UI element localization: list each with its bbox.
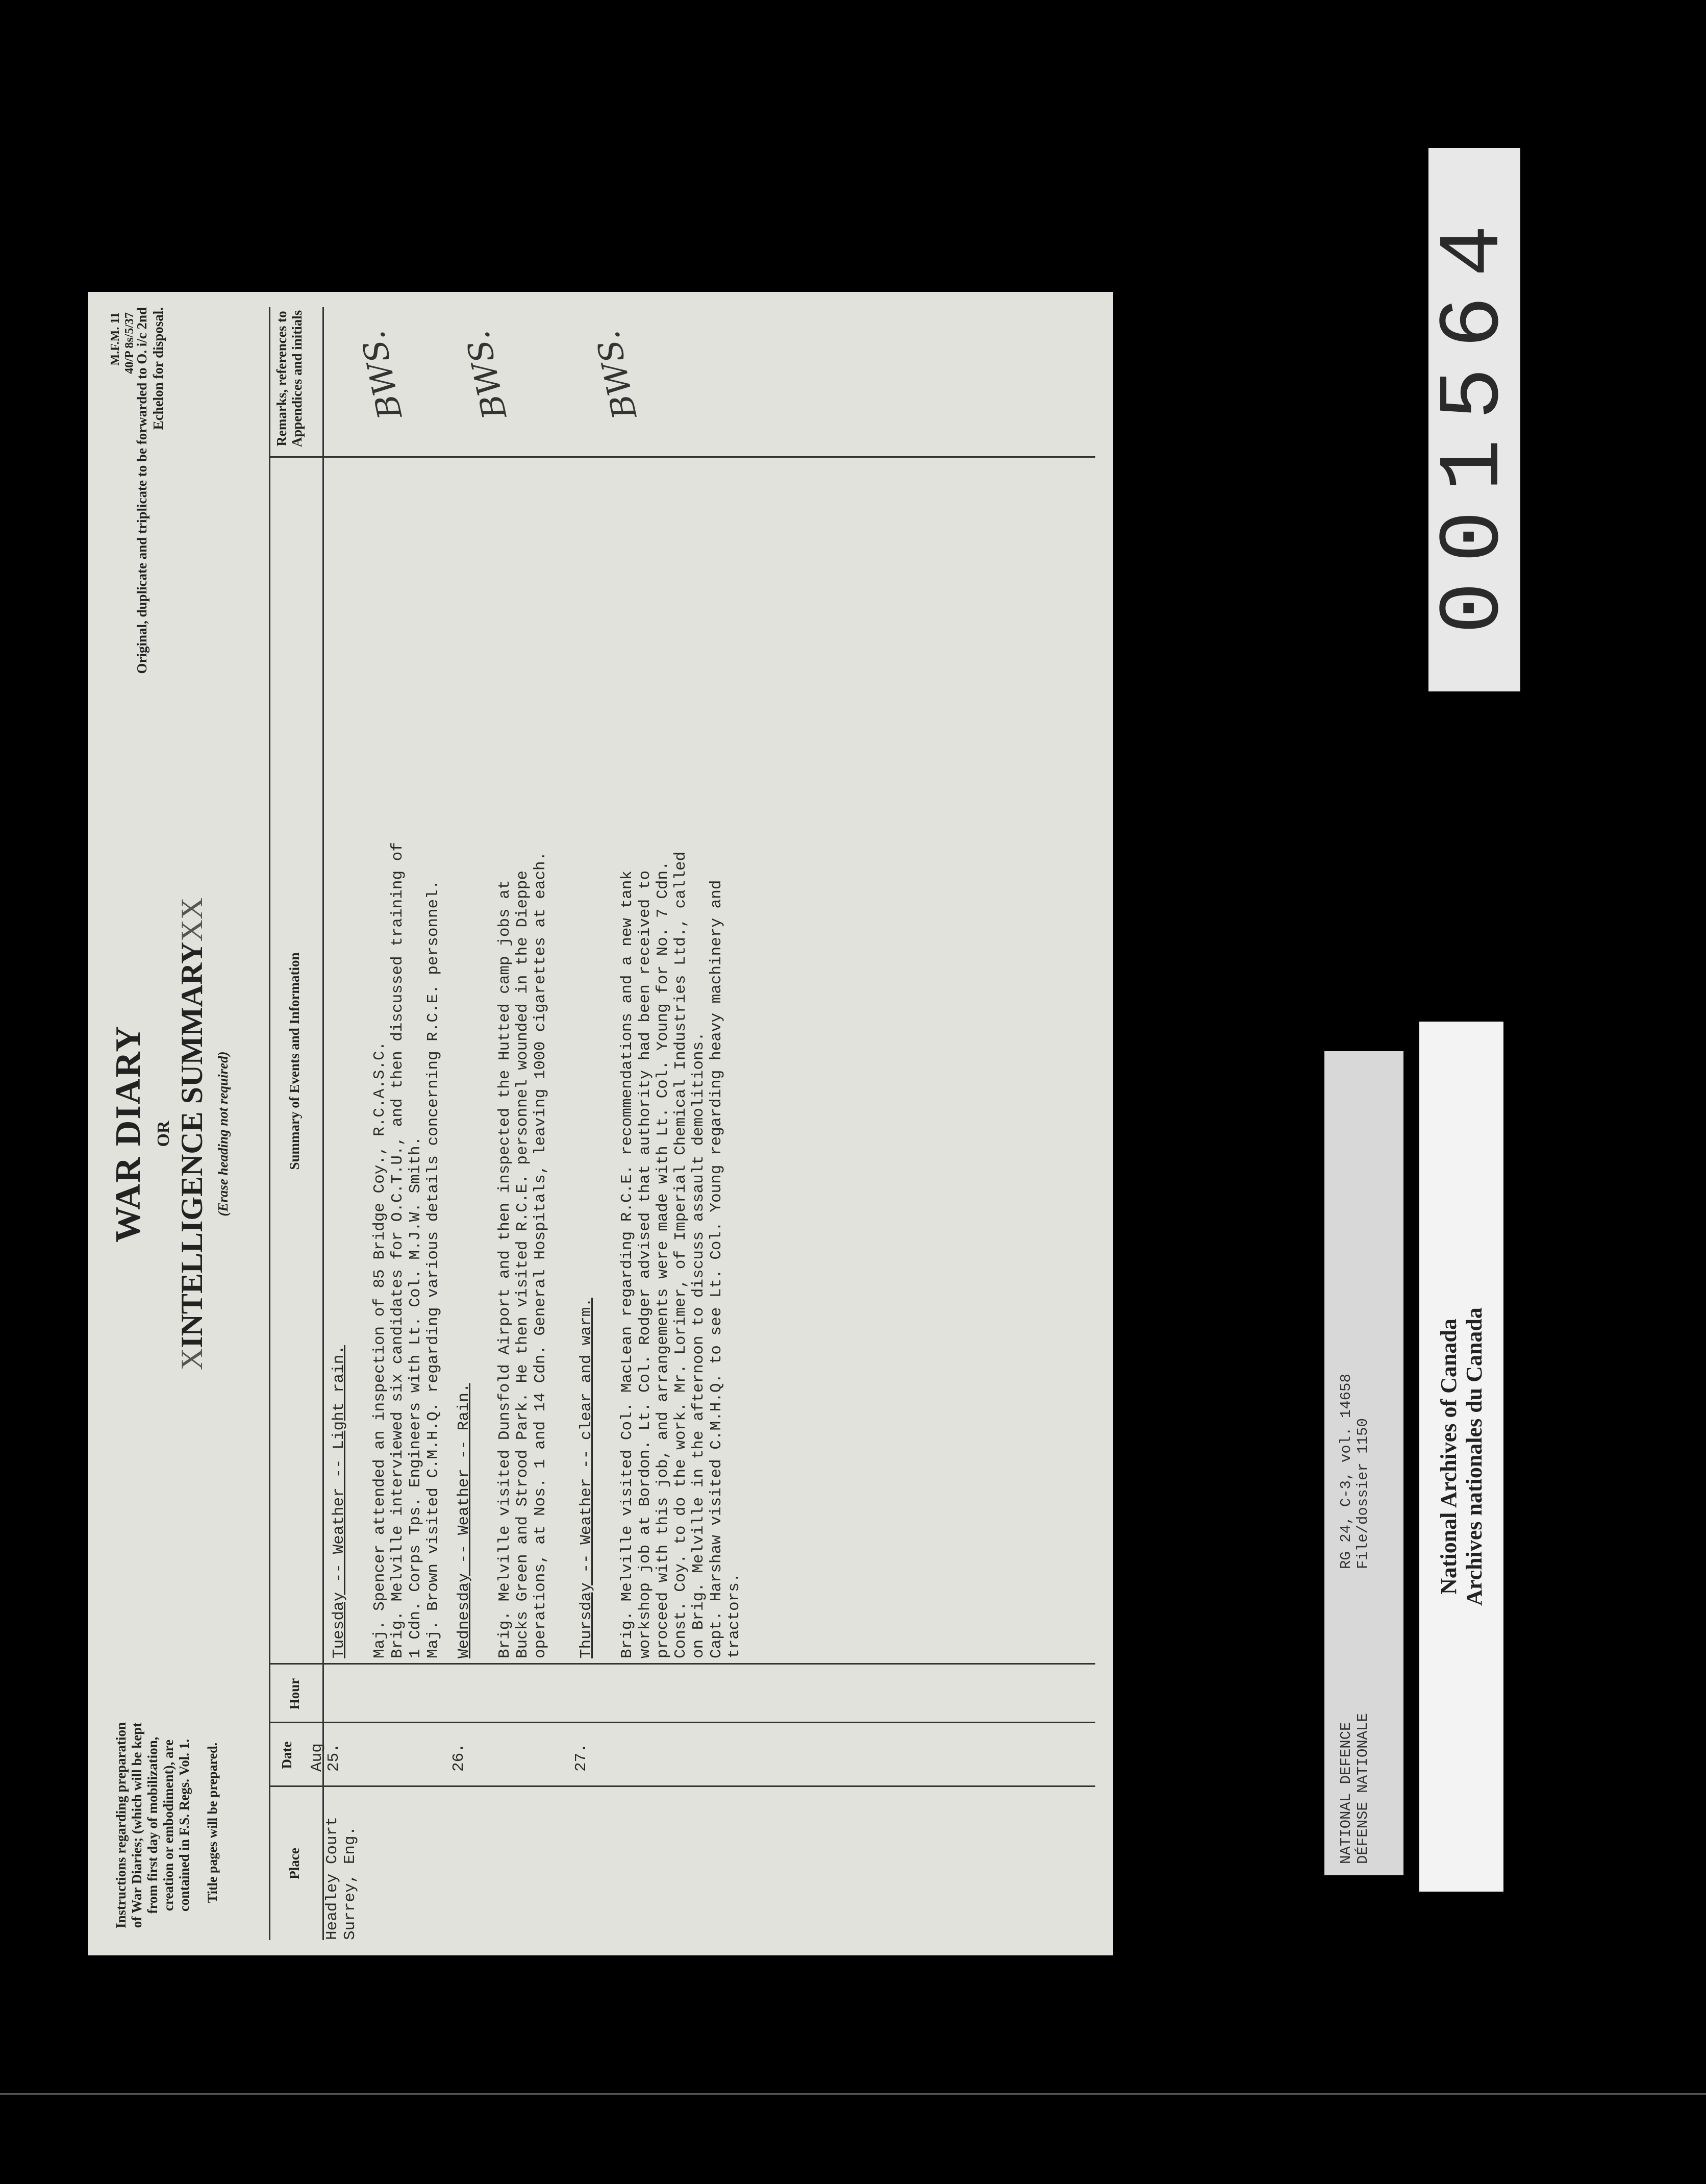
nac-french: Archives nationales du Canada <box>1461 1307 1487 1606</box>
column-divider-hour <box>269 1663 1095 1665</box>
erase-heading-note: (Erase heading not required) <box>215 1051 231 1217</box>
page-number-stamp-content <box>1425 148 1524 691</box>
national-archives-label <box>1419 1022 1503 1892</box>
instructions-text: Instructions regarding preparation of War Diaries; (which will be kept from first day of mobilization, creation or embodiment), are contained in F.S. Regs. Vol. 1. <box>113 1722 192 1929</box>
form-code <box>108 312 137 445</box>
strike-suffix: XX <box>175 897 209 942</box>
form-code-line1: M.F.M. 11 <box>109 312 122 366</box>
national-defence-label <box>1338 1713 1371 1864</box>
entry-body: Brig. Melville visited Col. MacLean regarding R.C.E. recommendations and a new tank workshop job at Bordon. Lt. Col. Rodger advised that authority had been received to proceed with this job, and arrangements were made with Lt. Col. Young for No. 7 Cdn. Const. Coy. to do the work. Mr. Lorimer, of Imperial Chemical Industries Ltd., called on Brig. Melville in the afternoon to discuss assault demolitions. Capt. Harshaw visited C.M.H.Q. to see Lt. Col. Young regarding heavy machinery and tractors. <box>618 851 743 1658</box>
entry-heading: Wednesday -- Weather -- Rain. <box>455 1383 473 1658</box>
national-archives-content <box>1419 1022 1503 1892</box>
entry-body: Brig. Melville visited Dunsfold Airport and then inspected the Hutted camp jobs at Bucks Green and Strood Park. He then visited R.C.E. personnel wounded in the Dieppe operations, at Nos. 1 and 14 Cdn. General Hospitals, leaving 1000 cigarettes at each. <box>496 851 549 1658</box>
place-line1: Headley Court <box>323 1817 341 1940</box>
place-line2: Surrey, Eng. <box>341 1826 359 1940</box>
page-number-stamp <box>1425 148 1524 691</box>
entry-heading: Tuesday -- Weather -- Light rain. <box>330 1345 348 1658</box>
archive-reference-label <box>1324 1051 1403 1875</box>
nd-line2: DÉFENSE NATIONALE <box>1354 1713 1371 1864</box>
column-header-hour: Hour <box>287 1678 302 1710</box>
column-header-date: Date <box>279 1741 294 1769</box>
record-group-label <box>1338 1374 1371 1569</box>
title-pages-note: Title pages will be prepared. <box>205 1742 220 1903</box>
column-divider-place <box>269 1785 1095 1787</box>
table-header-rule <box>322 307 324 1940</box>
form-title-intelligence-summary <box>174 874 210 1394</box>
nd-line1: NATIONAL DEFENCE <box>1338 1722 1354 1864</box>
column-divider-summary <box>269 456 1095 458</box>
initials-signature: BWS. <box>459 327 515 423</box>
entry-date: 26. <box>450 1743 468 1772</box>
intelligence-summary-text: INTELLIGENCE SUMMARY <box>175 941 209 1348</box>
distribution-note: Original, duplicate and triplicate to be forwarded to O. i/c 2nd Echelon for disposal. <box>134 307 166 674</box>
strike-prefix: X <box>175 1348 209 1371</box>
entry-body: Maj. Spencer attended an inspection of 85 Bridge Coy., R.C.A.S.C. Brig. Melville interviewed six candidates for O.C.T.U., and then discussed training of 1 Cdn. Corps Tps. Engineers with Lt. Col. M.J.W. Smith. Maj. Brown visited C.M.H.Q. regarding various details concerning R.C.E. personnel. <box>371 842 442 1658</box>
rg-line2: File/dossier 1150 <box>1354 1418 1371 1569</box>
rg-line1: RG 24, C-3, vol. 14658 <box>1338 1374 1354 1569</box>
stamp-number: 001564 <box>1425 205 1524 634</box>
scan-bottom-rule <box>0 2093 1706 2095</box>
form-title-war-diary: WAR DIARY <box>109 1025 148 1243</box>
form-code-line2: 40/P 8s/5/37 <box>123 312 136 374</box>
column-header-remarks: Remarks, references to Appendices and initials <box>274 310 305 448</box>
column-header-summary: Summary of Events and Information <box>287 952 302 1170</box>
archive-reference-content <box>1324 1051 1403 1875</box>
war-diary-form <box>88 292 1113 1955</box>
initials-signature: BWS. <box>589 327 645 423</box>
initials-signature: BWS. <box>354 327 410 423</box>
column-divider-date <box>269 1722 1095 1723</box>
entry-heading: Thursday -- Weather -- clear and warm. <box>578 1298 595 1658</box>
war-diary-form-content <box>88 292 1113 1955</box>
column-header-place: Place <box>287 1848 302 1879</box>
nac-english: National Archives of Canada <box>1436 1319 1461 1595</box>
entry-date: 27. <box>572 1743 590 1772</box>
table-top-rule <box>269 307 270 1940</box>
month-label: Aug <box>308 1743 326 1772</box>
form-title-or: OR <box>154 1121 173 1147</box>
entry-date: 25. <box>325 1743 343 1772</box>
